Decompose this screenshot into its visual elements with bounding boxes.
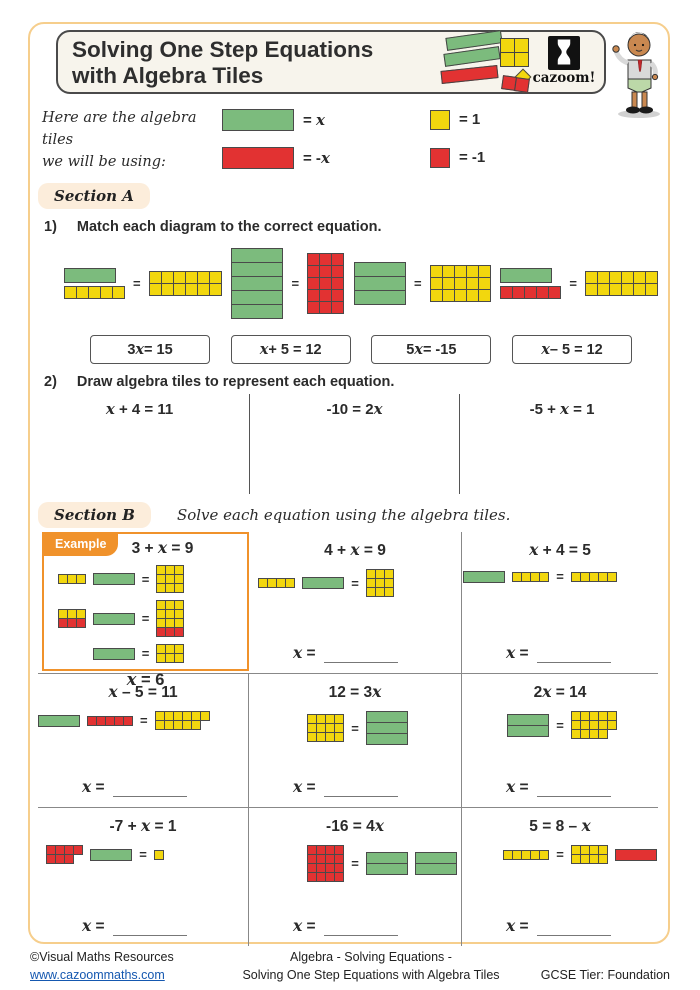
tile-green-bar bbox=[93, 573, 135, 585]
tile-square-group bbox=[87, 716, 133, 726]
answer-row bbox=[293, 643, 398, 663]
equals-sign: = bbox=[351, 575, 359, 591]
tile-square-group bbox=[258, 578, 295, 588]
equation-box: 3 x = 15 bbox=[90, 335, 210, 364]
equals-sign: = bbox=[141, 646, 150, 662]
variable-x: x bbox=[315, 110, 325, 129]
tile-column-group bbox=[64, 268, 125, 299]
tile-square-group bbox=[503, 850, 549, 860]
tile-equation bbox=[44, 600, 247, 637]
equals-sign: = bbox=[141, 611, 150, 627]
footer-category bbox=[230, 948, 512, 984]
page-title-line2: with Algebra Tiles bbox=[72, 63, 264, 89]
tile-working bbox=[462, 711, 658, 739]
variable-x: x bbox=[157, 538, 168, 558]
tile-square-group bbox=[571, 572, 617, 582]
problem-cell bbox=[38, 808, 249, 946]
equals-sign: = bbox=[139, 847, 147, 863]
answer-row bbox=[82, 777, 187, 797]
answer-blank[interactable] bbox=[537, 781, 611, 797]
tile-equation bbox=[64, 268, 222, 299]
legend-intro-line1: Here are the algebra tiles bbox=[42, 110, 197, 148]
question-2 bbox=[44, 374, 664, 390]
tile-green-bar-stack bbox=[507, 714, 549, 737]
tile-square-group bbox=[307, 845, 344, 882]
draw-area[interactable] bbox=[249, 394, 459, 494]
footer-tier: GCSE Tier: Foundation bbox=[540, 968, 670, 982]
tile-square-group bbox=[366, 569, 394, 597]
answer-row bbox=[82, 916, 187, 936]
variable-x: x bbox=[126, 670, 137, 690]
tile-green-bar bbox=[500, 268, 552, 283]
section-b-instruction: Solve each equation using the algebra tiles. bbox=[176, 506, 511, 525]
tile-square-group bbox=[156, 644, 184, 663]
draw-area[interactable] bbox=[459, 394, 664, 494]
question-2-number: 2) bbox=[44, 374, 57, 391]
tile-working bbox=[44, 565, 247, 663]
equation-box: x – 5 = 12 bbox=[512, 335, 632, 364]
legend-intro bbox=[42, 108, 222, 173]
equals-sign: = bbox=[291, 275, 300, 291]
problems-grid bbox=[38, 532, 658, 946]
tile-working bbox=[249, 845, 461, 882]
tile-square-group bbox=[571, 711, 617, 739]
problem-cell bbox=[249, 808, 462, 946]
problem-cell bbox=[249, 674, 462, 808]
equals-sign: = bbox=[556, 717, 564, 733]
draw-areas-row bbox=[30, 394, 664, 494]
tile-working bbox=[38, 711, 248, 730]
tile-equation bbox=[462, 845, 658, 864]
student-mascot-illustration bbox=[608, 30, 666, 120]
draw-equation: x + 4 = 11 bbox=[105, 400, 174, 419]
tile-square-group bbox=[571, 845, 608, 864]
tile-green-bar bbox=[93, 613, 135, 625]
variable-x: x bbox=[506, 916, 516, 936]
tile-square-group bbox=[149, 271, 222, 296]
answer-label: x = bbox=[506, 777, 529, 797]
cazoom-logo bbox=[528, 36, 600, 86]
question-1-number: 1) bbox=[44, 219, 57, 236]
answer-blank[interactable] bbox=[324, 920, 398, 936]
tile-equation bbox=[500, 268, 658, 299]
answer-label: x = bbox=[293, 777, 316, 797]
match-diagram bbox=[354, 262, 491, 305]
equals-sign: = bbox=[556, 847, 564, 863]
tile-square-group bbox=[155, 711, 210, 730]
problem-equation: 4 + x = 9 bbox=[324, 540, 386, 560]
equals-sign: = bbox=[413, 275, 422, 291]
section-b-heading bbox=[38, 502, 664, 528]
variable-x: x bbox=[320, 148, 330, 167]
answer-blank[interactable] bbox=[113, 920, 187, 936]
deco-yellow-square-icon bbox=[500, 52, 515, 67]
tile-green-bar bbox=[38, 715, 80, 727]
tile-green-bar bbox=[64, 268, 116, 283]
problem-cell bbox=[249, 532, 462, 674]
variable-x: x bbox=[414, 341, 423, 359]
tile-red-bar bbox=[615, 849, 657, 861]
footer-link[interactable]: www.cazoommaths.com bbox=[30, 968, 165, 983]
deco-yellow-square-icon bbox=[500, 38, 515, 53]
problem-cell bbox=[462, 674, 658, 808]
answer-label: x = bbox=[293, 916, 316, 936]
example-box bbox=[42, 532, 249, 690]
problem-cell bbox=[462, 532, 658, 674]
answer-label: x = bbox=[82, 916, 105, 936]
tile-working bbox=[249, 569, 461, 597]
variable-x: x bbox=[293, 777, 303, 797]
match-diagram bbox=[231, 248, 344, 319]
tile-square-group bbox=[64, 286, 125, 299]
variable-x: x bbox=[581, 816, 591, 836]
legend-item bbox=[430, 104, 485, 135]
legend-item-label: = x bbox=[303, 110, 325, 129]
variable-x: x bbox=[135, 341, 145, 359]
tile-square-group bbox=[156, 565, 184, 593]
equals-sign: = bbox=[140, 713, 148, 729]
example-answer: x = 6 bbox=[126, 670, 165, 690]
footer-copyright: ©Visual Maths Resources bbox=[30, 950, 174, 964]
draw-equation: -10 = 2x bbox=[326, 400, 383, 419]
tile-square-group bbox=[58, 609, 86, 628]
variable-x: x bbox=[140, 816, 151, 836]
tile-square-group bbox=[46, 845, 83, 864]
deco-yellow-square-icon bbox=[514, 52, 529, 67]
legend-item-label: = -1 bbox=[459, 149, 486, 167]
tile-square-group bbox=[307, 714, 344, 742]
tile-equation bbox=[44, 644, 247, 663]
legend-items bbox=[222, 104, 485, 173]
variable-x: x bbox=[560, 400, 569, 419]
answer-row bbox=[506, 916, 611, 936]
tile-square-group bbox=[430, 148, 450, 168]
variable-x: x bbox=[82, 916, 92, 936]
draw-equation: -5 + x = 1 bbox=[529, 400, 595, 419]
equals-sign: = bbox=[569, 275, 577, 291]
example-cell bbox=[38, 532, 249, 690]
problem-equation: x + 4 = 5 bbox=[529, 540, 591, 560]
legend-item-label: = -x bbox=[303, 148, 330, 167]
problem-cell bbox=[462, 808, 658, 946]
page-content bbox=[30, 24, 664, 938]
logo-hourglass-icon bbox=[548, 36, 580, 70]
tile-green-bar bbox=[90, 849, 132, 861]
tile-green-bar-stack bbox=[366, 711, 408, 745]
tile-square-group bbox=[512, 572, 549, 582]
answer-row bbox=[506, 643, 611, 663]
variable-x: x bbox=[350, 540, 360, 560]
tile-equation bbox=[249, 845, 461, 882]
page-title-line1: Solving One Step Equations bbox=[72, 37, 374, 62]
tile-equation bbox=[249, 711, 461, 745]
variable-x: x bbox=[372, 682, 382, 702]
answer-blank[interactable] bbox=[113, 781, 187, 797]
tile-square-group bbox=[154, 850, 164, 860]
variable-x: x bbox=[293, 916, 303, 936]
answer-label: x = bbox=[82, 777, 105, 797]
matching-diagrams-row bbox=[64, 245, 658, 321]
equation-box: x + 5 = 12 bbox=[231, 335, 351, 364]
answer-blank[interactable] bbox=[537, 647, 611, 663]
page-footer bbox=[30, 948, 670, 984]
variable-x: x bbox=[374, 816, 384, 836]
example-tab: Example bbox=[43, 533, 118, 556]
tile-equation bbox=[462, 711, 658, 739]
tile-green-bar-stack bbox=[366, 852, 408, 875]
tile-working bbox=[462, 569, 658, 584]
variable-x: x bbox=[529, 540, 539, 560]
tile-square-group bbox=[307, 253, 344, 314]
tile-green-bar-stack bbox=[415, 852, 457, 875]
tile-green-bar-stack bbox=[231, 248, 283, 319]
footer-category-line1: Algebra - Solving Equations - bbox=[290, 950, 452, 964]
legend-item-label: = 1 bbox=[459, 111, 481, 129]
question-2-text: Draw algebra tiles to represent each equation. bbox=[76, 374, 395, 391]
tile-column-group bbox=[500, 268, 561, 299]
question-1-text: Match each diagram to the correct equation. bbox=[76, 219, 382, 236]
problem-cell bbox=[38, 674, 249, 808]
tile-red-bar bbox=[222, 147, 294, 169]
match-diagram bbox=[500, 268, 658, 299]
answer-label: x = bbox=[293, 643, 316, 663]
equals-sign: = bbox=[351, 720, 359, 736]
variable-x: x bbox=[259, 341, 269, 359]
legend-intro-line2: we will be using: bbox=[42, 153, 166, 170]
tile-working bbox=[38, 845, 248, 864]
tile-square-group bbox=[58, 574, 86, 584]
equals-sign: = bbox=[351, 856, 359, 872]
question-1 bbox=[44, 219, 664, 235]
deco-yellow-square-icon bbox=[514, 38, 529, 53]
problem-equation: -7 + x = 1 bbox=[109, 816, 177, 836]
variable-x: x bbox=[82, 777, 92, 797]
tile-working bbox=[462, 845, 658, 864]
match-diagram bbox=[64, 268, 222, 299]
logo-text: cazoom! bbox=[532, 70, 596, 86]
tile-equation bbox=[231, 248, 344, 319]
variable-x: x bbox=[373, 400, 383, 419]
problem-equation: x – 5 = 11 bbox=[108, 682, 178, 702]
tile-square-group bbox=[500, 286, 561, 299]
equals-sign: = bbox=[141, 571, 150, 587]
variable-x: x bbox=[541, 341, 550, 359]
tile-green-bar bbox=[302, 577, 344, 589]
variable-x: x bbox=[108, 682, 118, 702]
answer-label: x = bbox=[506, 916, 529, 936]
section-b-label: Section B bbox=[38, 502, 151, 528]
tile-legend bbox=[42, 104, 664, 173]
tile-green-bar-stack bbox=[354, 262, 406, 305]
tile-square-group bbox=[585, 271, 658, 296]
equation-boxes-row bbox=[90, 335, 632, 364]
tile-square-group bbox=[430, 110, 450, 130]
tile-equation bbox=[462, 569, 658, 584]
tile-equation bbox=[354, 262, 491, 305]
section-a-heading bbox=[38, 183, 664, 209]
variable-x: x bbox=[506, 777, 516, 797]
answer-row bbox=[293, 777, 398, 797]
problem-equation: 3 + x = 9 bbox=[131, 538, 194, 558]
tile-green-bar bbox=[463, 571, 505, 583]
section-a-label: Section A bbox=[38, 183, 150, 209]
header-title-box bbox=[56, 30, 606, 94]
footer-category-line2: Solving One Step Equations with Algebra Tiles bbox=[242, 968, 500, 983]
answer-row bbox=[506, 777, 611, 797]
answer-blank[interactable] bbox=[324, 781, 398, 797]
tile-equation bbox=[38, 845, 248, 864]
equation-box: 5 x = -15 bbox=[371, 335, 491, 364]
variable-x: x bbox=[542, 682, 552, 702]
tile-working bbox=[249, 711, 461, 745]
tile-green-bar bbox=[222, 109, 294, 131]
worksheet-header bbox=[30, 24, 664, 102]
variable-x: x bbox=[506, 643, 516, 663]
legend-item bbox=[222, 104, 430, 135]
answer-label: x = bbox=[506, 643, 529, 663]
problem-equation: 12 = 3x bbox=[328, 682, 382, 702]
legend-item bbox=[222, 142, 430, 173]
tile-green-bar bbox=[93, 648, 135, 660]
footer-left bbox=[30, 948, 230, 984]
tile-square-group bbox=[430, 265, 491, 302]
tile-equation bbox=[249, 569, 461, 597]
tile-equation bbox=[38, 711, 248, 730]
equals-sign: = bbox=[556, 569, 564, 585]
variable-x: x bbox=[293, 643, 303, 663]
problem-equation: -16 = 4x bbox=[326, 816, 384, 836]
tile-equation bbox=[44, 565, 247, 593]
legend-item bbox=[430, 142, 485, 173]
draw-area[interactable] bbox=[30, 394, 249, 494]
problem-equation: 2x = 14 bbox=[533, 682, 587, 702]
answer-blank[interactable] bbox=[537, 920, 611, 936]
equals-sign: = bbox=[133, 275, 141, 291]
tile-square-group bbox=[156, 600, 184, 637]
answer-row bbox=[293, 916, 398, 936]
answer-blank[interactable] bbox=[324, 647, 398, 663]
problem-equation: 5 = 8 – x bbox=[529, 816, 591, 836]
variable-x: x bbox=[105, 400, 115, 419]
